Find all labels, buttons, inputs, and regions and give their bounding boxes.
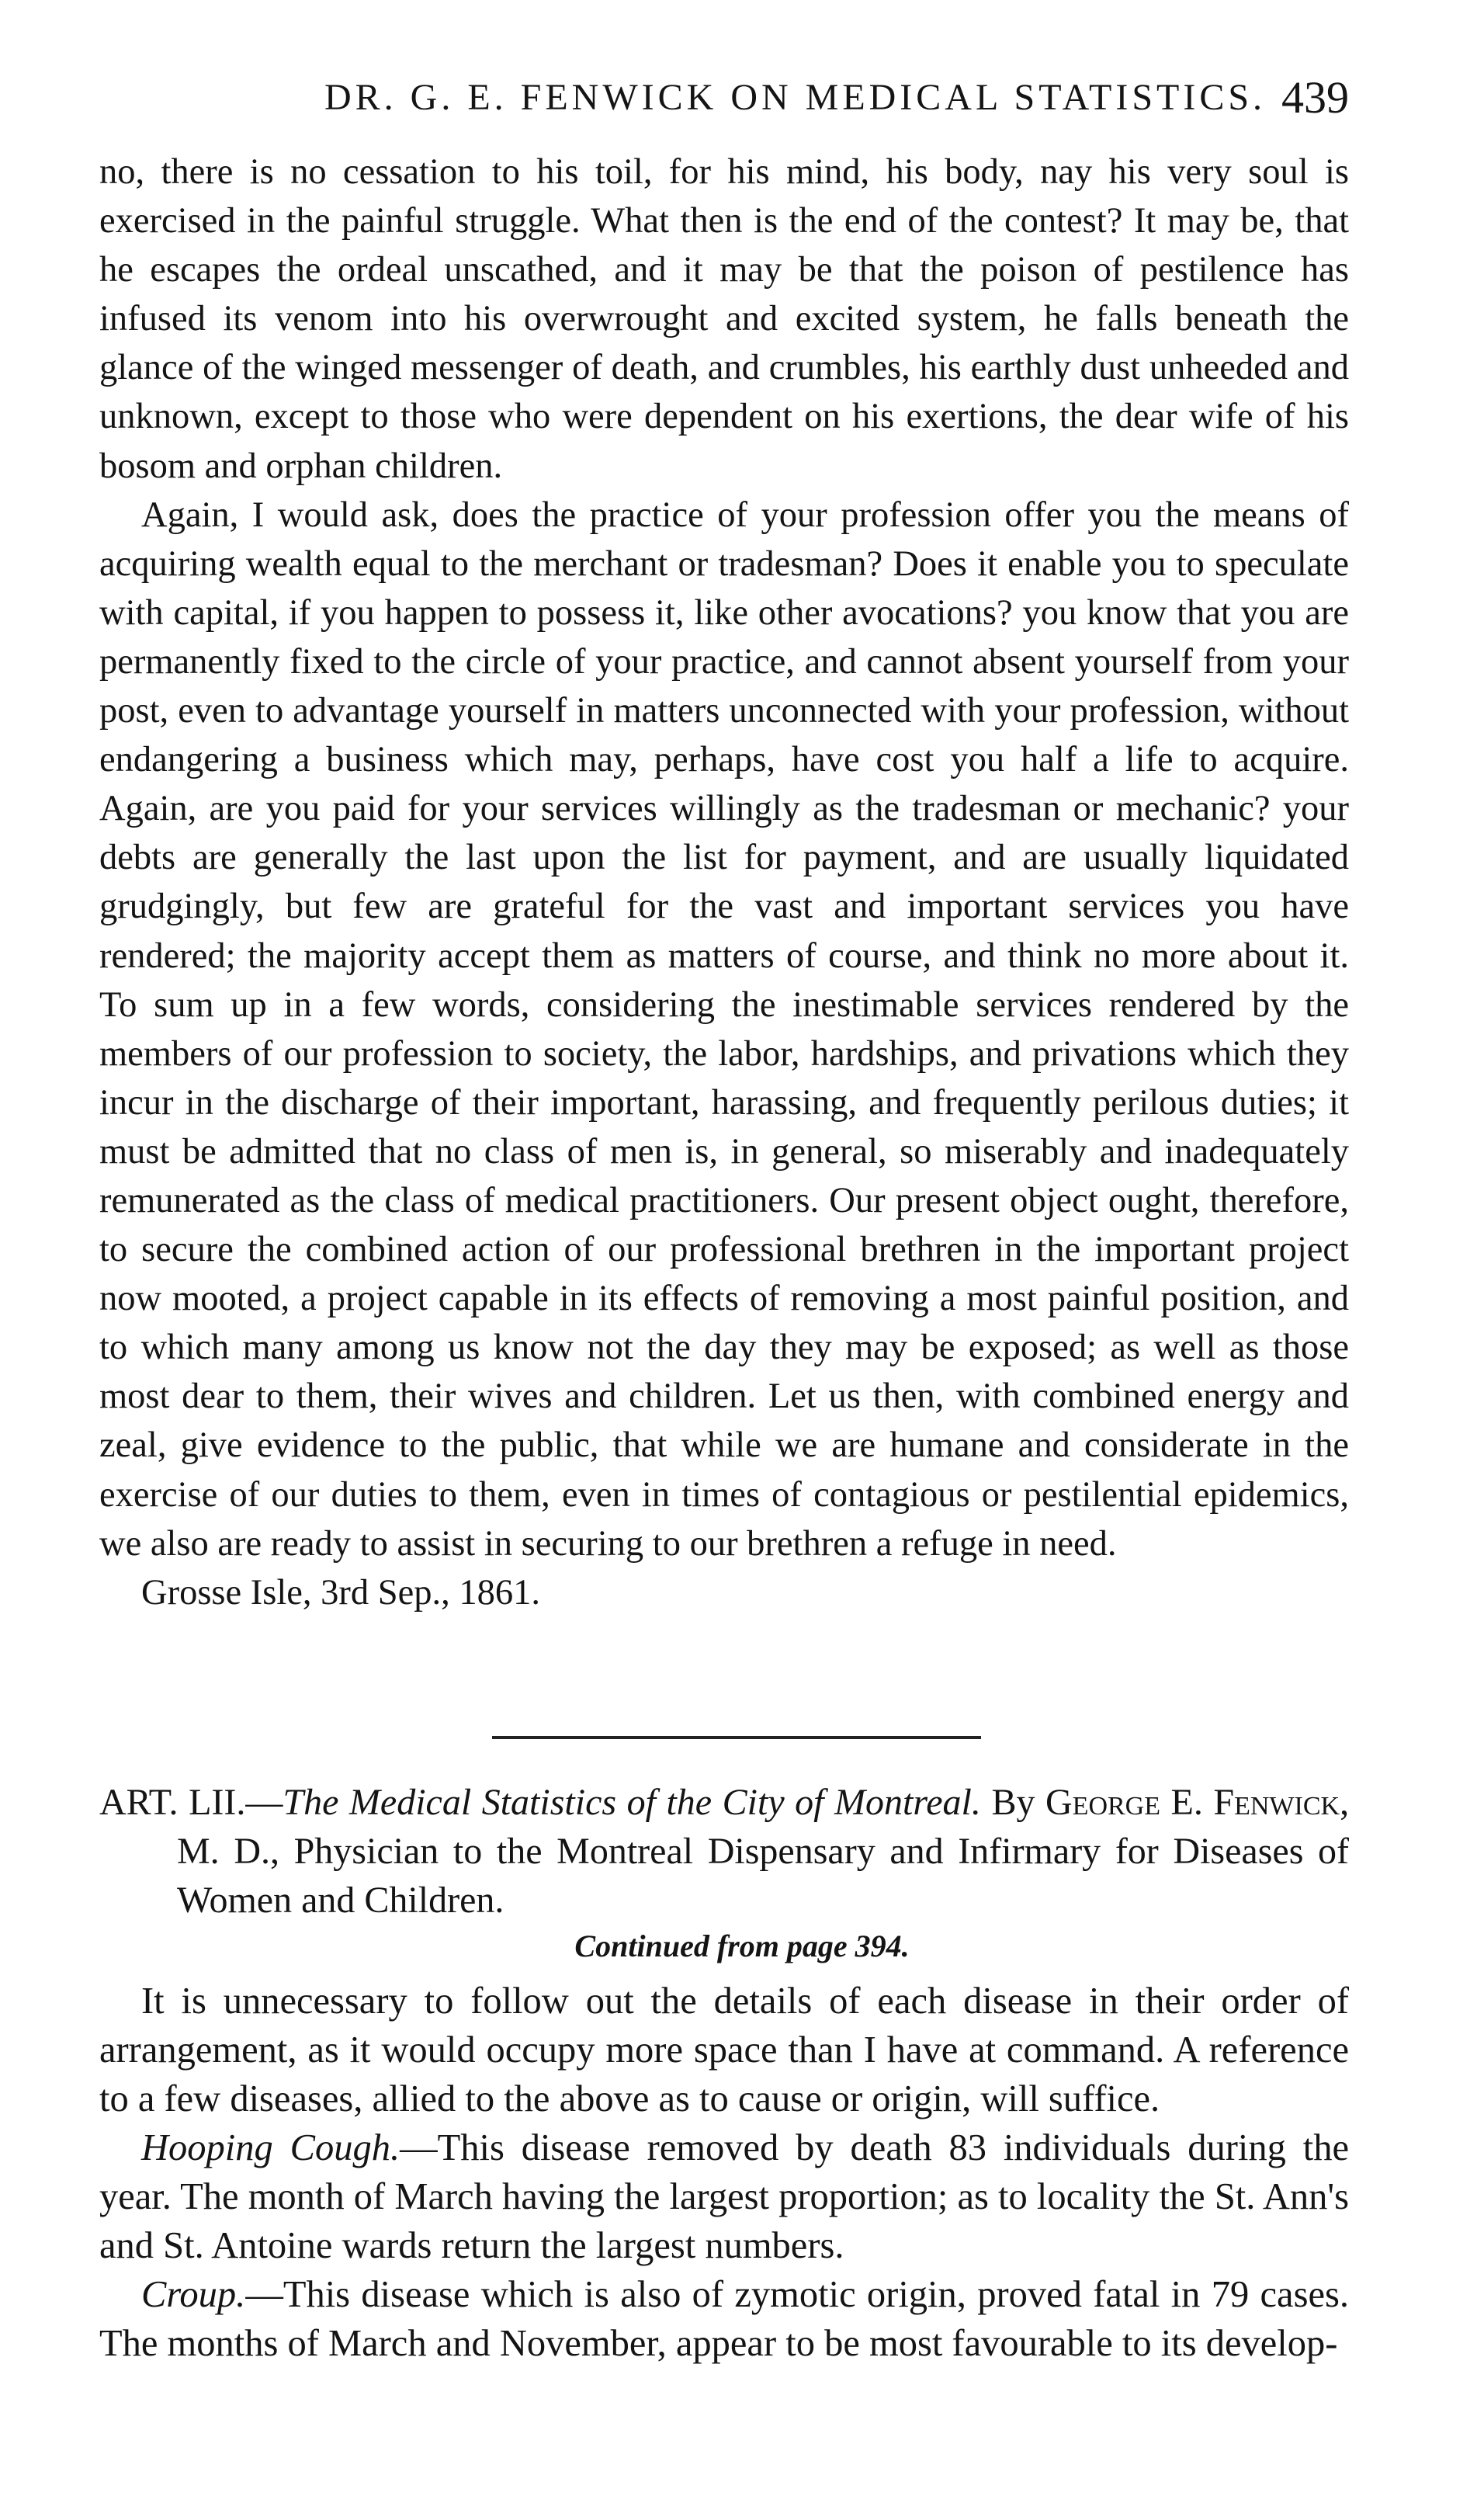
article-title: The Medical Statistics of the City of Montreal.: [283, 1782, 981, 1823]
running-title: DR. G. E. FENWICK ON MEDICAL STATISTICS.: [324, 77, 1267, 118]
paragraph-toil: no, there is no cessation to his toil, for his mind, his body, nay his very soul is exercised in the painful struggle. What then is the end of the contest? It may be, that he escapes the ordeal unscathed, and it may be that the poison of pestilence has infused its venom into his overwrought and excited system, he falls beneath the glance of the winged messenger of death, and crumbles, his earthly dust unheeded and unknown, except to those who were dependent on his exertions, the dear wife of his bosom and orphan children.: [99, 152, 1349, 486]
page-number: 439: [1281, 72, 1349, 123]
croup-heading: Croup.: [141, 2274, 246, 2315]
second-section: [99, 1977, 1349, 2368]
article-dash: —: [245, 1782, 283, 1823]
article-author: George E. Fenwick: [1045, 1782, 1340, 1823]
place-date: Grosse Isle, 3rd Sep., 1861.: [141, 1572, 541, 1613]
article-number: ART. LII.: [99, 1782, 246, 1823]
first-section: [99, 148, 1349, 1617]
paragraph-again: Again, I would ask, does the practice of your profession offer you the means of acquiring wealth equal to the merchant or tradesman? Does it enable you to speculate with capital, if you happen to possess it, like other avocations? you know that you are permanently fixed to the circle of your practice, and cannot absent yourself from your post, even to advantage yourself in matters unconnected with your profession, without endangering a business which may, perhaps, have cost you half a life to acquire. Again, are you paid for your services willingly as the tradesman or mechanic? your debts are generally the last upon the list for payment, and are usually liquidated grudgingly, but few are grateful for the vast and important services you have rendered; the majority accept them as matters of course, and think no more about it. To sum up in a few words, considering the inestimable services rendered by the members of our profession to society, the labor, hardships, and privations which they incur in the discharge of their important, harassing, and frequently perilous duties; it must be admitted that no class of men is, in general, so miserably and inadequately remunerated as the class of medical practitioners. Our present object ought, therefore, to secure the combined action of our professional brethren in the important project now mooted, a project capable in its effects of removing a most painful position, and to which many among us know not the day they may be exposed; as well as those most dear to them, their wives and children. Let us then, with combined energy and zeal, give evidence to the public, that while we are humane and considerate in the exercise of our duties to them, even in times of contagious or pestilential epidemics, we also are ready to assist in securing to our brethren a refuge in need.: [99, 495, 1349, 1564]
paragraph-hooping-cough: [99, 2123, 1349, 2270]
article-heading: [99, 1778, 1349, 1925]
hooping-cough-heading: Hooping Cough.: [141, 2127, 400, 2168]
running-header: [99, 72, 1349, 130]
section-divider: [492, 1736, 981, 1739]
hooping-cough-text: —This disease removed by death 83 individuals during the year. The month of March having the largest proportion; as to locality the St. Ann's and St. Antoine wards return the largest numbers.: [99, 2127, 1349, 2266]
paragraph-croup: [99, 2270, 1349, 2368]
article-author-credentials: , M. D., Physician to the Montreal Dispensary and Infirmary for Diseases of Women and Children.: [177, 1782, 1350, 1921]
continued-note: Continued from page 394.: [574, 1928, 910, 1963]
article-by: By: [991, 1782, 1035, 1823]
croup-text: —This disease which is also of zymotic origin, proved fatal in 79 cases. The months of March and November, appear to be most favourable to its develop-: [99, 2274, 1349, 2364]
paragraph-intro: It is unnecessary to follow out the details of each disease in their order of arrangement, as it would occupy more space than I have at command. A reference to a few diseases, allied to the above as to cause or origin, will suffice.: [99, 1981, 1349, 2119]
article-byline: [99, 1778, 1349, 1925]
